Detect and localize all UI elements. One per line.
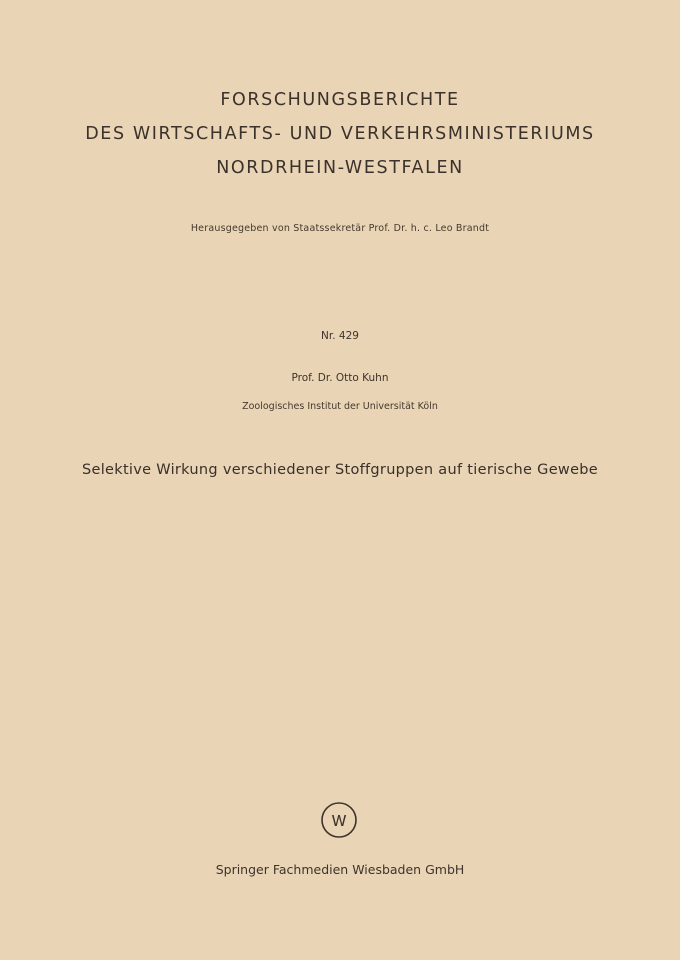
issue-number: Nr. 429: [321, 330, 359, 342]
editor-credit: Herausgegeben von Staatssekretär Prof. Dr. h. c. Leo Brandt: [190, 223, 490, 234]
series-title-line-2: DES WIRTSCHAFTS- UND VERKEHRSMINISTERIUMS: [85, 124, 595, 144]
springer-logo-icon: [320, 801, 358, 839]
publisher-name: Springer Fachmedien Wiesbaden GmbH: [215, 862, 465, 877]
author-name: Prof. Dr. Otto Kuhn: [291, 372, 389, 384]
book-title: Selektive Wirkung verschiedener Stoffgruppen auf tierische Gewebe: [81, 462, 599, 478]
author-institute: Zoologisches Institut der Universität Köln: [242, 401, 438, 412]
series-title-line-1: FORSCHUNGSBERICHTE: [220, 90, 460, 110]
series-title-line-3: NORDRHEIN-WESTFALEN: [216, 158, 464, 178]
logo-letter: W: [331, 812, 347, 830]
